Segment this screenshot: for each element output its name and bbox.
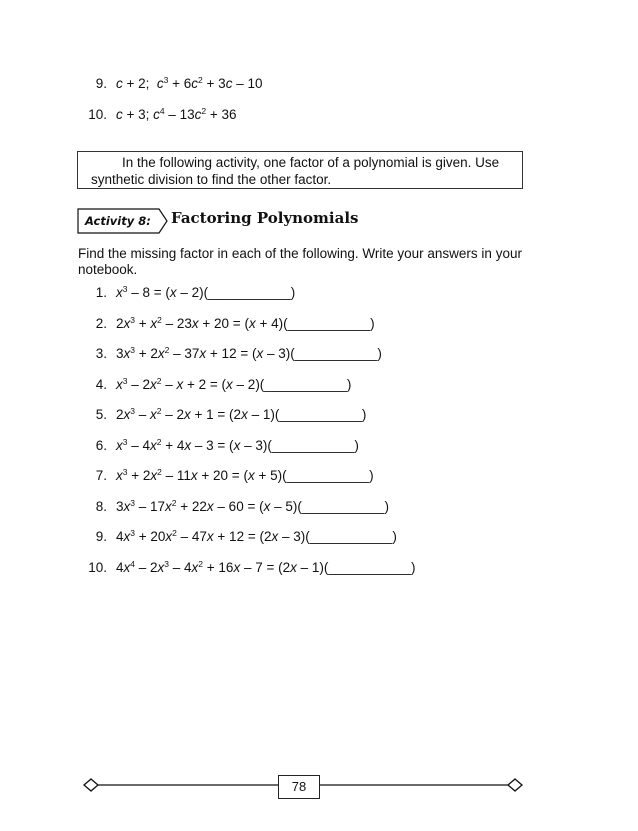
activity-tag [77, 208, 169, 234]
page-number: 78 [278, 775, 320, 799]
activity-item-expression: $2x^3 - x^2 - 2x + 1 = (2x$ – 1)(___________) [116, 406, 367, 422]
activity-item-expression: $3x^3 - 17x^2 + 22x - 60 = (x$ – 5)(___________) [116, 497, 389, 514]
activity-item-expression: $2x^3 + x^2 - 23x + 20 = (x$ + 4)(___________) [116, 314, 375, 331]
activity-item-number: 9. [95, 529, 107, 544]
activity-item-number: 1. [95, 285, 107, 300]
activity-tag-label: Activity 8: [85, 214, 151, 228]
previous-item-expression: c + 3; $c^4 - 13c^2 + 36$ [116, 106, 237, 122]
activity-item-number: 7. [95, 468, 107, 483]
footer-diamond-right-icon [508, 779, 522, 791]
activity-item-expression: $4x^3 + 20x^2 - 47x + 12 = (2x$ – 3)(___________) [116, 528, 397, 544]
previous-item-number: 10. [88, 107, 107, 122]
activity-item-number: 10. [88, 559, 107, 575]
activity-item-number: 2. [95, 315, 107, 331]
activity-item-expression: $x^3 - 2x^2 - x + 2 = (x$ – 2)(___________) [116, 375, 352, 392]
activity-item-number: 8. [95, 498, 107, 514]
activity-item-expression: $4x^4 - 2x^3 - 4x^2 + 16x - 7 = (2x$ – 1)(___________) [116, 558, 416, 575]
activity-item-expression: $x^3 - 4x^2 + 4x - 3 = (x$ – 3)(___________) [116, 436, 359, 453]
activity-item-expression: $x^3 - 8 = (x$ – 2)(___________) [116, 284, 296, 300]
instruction-line-1: In the following activity, one factor of a polynomial is given. Use [122, 155, 500, 170]
activity-item-number: 4. [95, 376, 107, 392]
activity-directions: Find the missing factor in each of the following. Write your answers in your notebook. [78, 246, 522, 277]
instruction-box [77, 151, 523, 189]
instruction-line-2: synthetic division to find the other factor. [91, 172, 332, 187]
activity-item-expression: $3x^3 + 2x^2 - 37x + 12 = (x$ – 3)(___________) [116, 345, 382, 361]
footer-diamond-left-icon [84, 779, 98, 791]
activity-item-number: 5. [95, 407, 107, 422]
activity-title: Factoring Polynomials [171, 209, 359, 227]
activity-item-number: 6. [95, 437, 107, 453]
activity-item-expression: $x^3 + 2x^2 - 11x + 20 = (x$ + 5)(___________) [116, 467, 374, 483]
previous-item-number: 9. [95, 76, 107, 91]
previous-item-expression: c + 2; $c^3 + 6c^2 + 3c - 10$ [116, 75, 263, 91]
activity-item-number: 3. [95, 346, 107, 361]
